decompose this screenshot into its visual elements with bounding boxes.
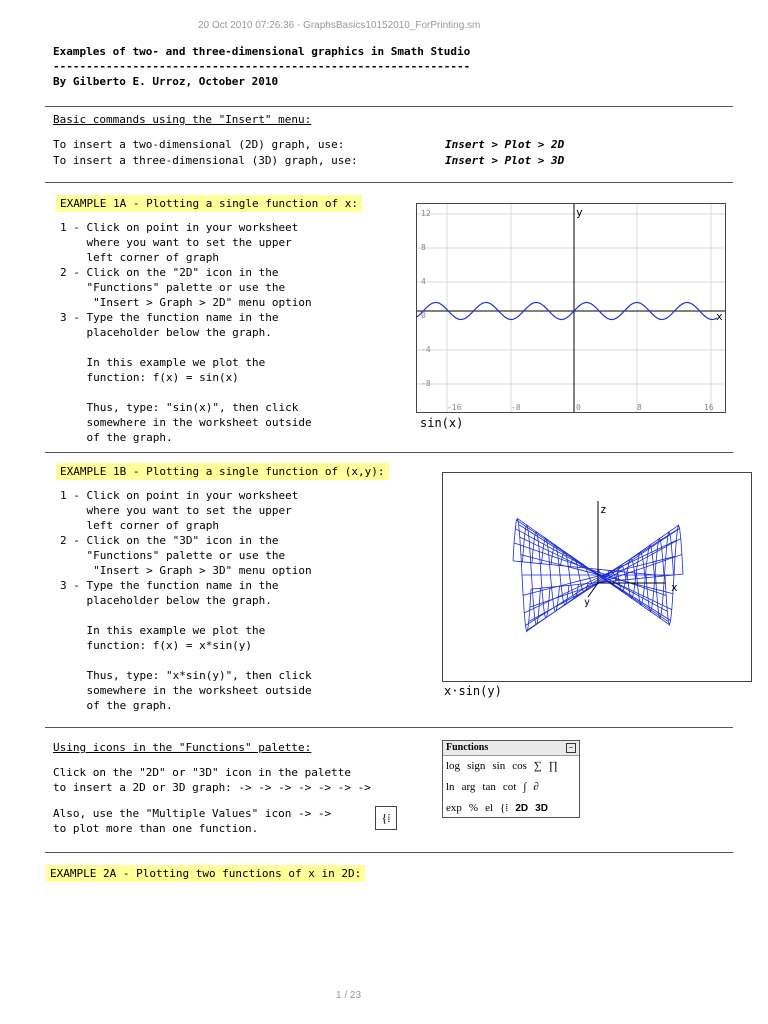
palette-btn-cot[interactable]: cot (502, 781, 517, 793)
x-tick: 8 (637, 403, 642, 412)
palette-btn-integral[interactable]: ∫ (523, 781, 527, 793)
ex1b-body: 1 - Click on point in your worksheet where you want to set the upper left corner of graph 2 - Click on the "3D" icon in the "Functions" palette or use the "Insert > Graph > 3D" menu option 3 - Type the function name in the placeholder below the graph. In this example we plot the function: f(x) = x*sin(y) Thus, type: "x*sin(y)", then click somewhere in the worksheet outside of the graph. (60, 489, 312, 712)
icons-heading: Using icons in the "Functions" palette: (53, 741, 312, 754)
palette-btn-tan[interactable]: tan (482, 781, 496, 793)
page-number: 1 / 23 (336, 990, 362, 1001)
palette-row (443, 777, 579, 798)
basic-line-3d: To insert a three-dimensional (3D) graph, use: (53, 154, 358, 167)
palette-btn-product[interactable]: ∏ (548, 760, 558, 772)
x-tick: 16 (704, 403, 714, 412)
y-axis-label-3d: y (584, 597, 591, 608)
graph-3d-svg (443, 473, 751, 681)
x-axis-label-3d: x (671, 581, 678, 594)
mesh-line (523, 556, 675, 595)
z-axis-label: z (600, 503, 607, 516)
palette-btn-log[interactable]: log (446, 760, 461, 772)
icons-body-2: Also, use the "Multiple Values" icon -> -> to plot more than one function. (53, 807, 332, 835)
mesh-line (530, 555, 682, 608)
collapse-icon[interactable]: − (566, 743, 576, 753)
y-tick: 4 (421, 277, 426, 286)
divider (45, 852, 733, 853)
palette-btn-el[interactable]: el (485, 802, 494, 814)
author-line: By Gilberto E. Urroz, October 2010 (53, 75, 279, 88)
x-tick: -8 (511, 403, 521, 412)
functions-palette (442, 740, 580, 818)
palette-row (443, 798, 579, 819)
grid (417, 204, 725, 412)
y-tick: 8 (421, 243, 426, 252)
basic-cmd-3d: Insert > Plot > 3D (445, 154, 565, 167)
divider (45, 182, 733, 183)
y-tick: 0 (421, 311, 426, 320)
x-tick: -16 (447, 403, 462, 412)
basic-line-2d: To insert a two-dimensional (2D) graph, use: (53, 138, 345, 151)
x-tick: 0 (576, 403, 581, 412)
divider (45, 106, 733, 107)
y-tick: -4 (421, 345, 431, 354)
graph-2d-svg (417, 204, 725, 412)
y-axis-label: y (576, 206, 583, 219)
graph-3d-caption[interactable]: x·sin(y) (444, 684, 502, 698)
palette-row (443, 756, 579, 777)
palette-title (443, 741, 579, 756)
palette-btn-exp[interactable]: exp (446, 802, 462, 814)
x-axis-label: x (716, 310, 723, 323)
y-tick: 12 (421, 209, 431, 218)
ex2a-heading: EXAMPLE 2A - Plotting two functions of x in 2D: (46, 865, 365, 882)
title-rule: --------------------------------------------------------------- (53, 60, 471, 73)
palette-btn-2d[interactable]: 2D (515, 803, 529, 814)
palette-btn-sum[interactable]: ∑ (533, 760, 542, 772)
palette-btn-derivative[interactable]: ∂ (533, 781, 539, 793)
palette-btn-multiple-values[interactable]: {⁞ (500, 802, 509, 814)
palette-btn-sign[interactable]: sign (467, 760, 486, 772)
y-tick: -8 (421, 379, 431, 388)
divider (45, 727, 733, 728)
palette-btn-sin[interactable]: sin (492, 760, 506, 772)
ex1a-body: 1 - Click on point in your worksheet where you want to set the upper left corner of graph 2 - Click on the "2D" icon in the "Functions" palette or use the "Insert > Graph > 2D" menu option 3 - Type the function name in the placeholder below the graph. In this example we plot the function: f(x) = sin(x) Thus, type: "sin(x)", then click somewhere in the worksheet outside of the graph. (60, 221, 312, 444)
palette-title-label: Functions (446, 742, 489, 753)
icons-body-1: Click on the "2D" or "3D" icon in the palette to insert a 2D or 3D graph: -> -> -> -> -> -> -> (53, 766, 371, 794)
multiple-values-icon[interactable]: {⁞ (375, 806, 397, 830)
graph-2d[interactable] (416, 203, 726, 413)
ex1b-heading: EXAMPLE 1B - Plotting a single function of (x,y): (56, 463, 389, 480)
basic-cmd-2d: Insert > Plot > 2D (445, 138, 565, 151)
file-header: 20 Oct 2010 07:26:36 - GraphsBasics10152010_ForPrinting.sm (198, 20, 481, 31)
divider (45, 452, 733, 453)
basic-heading: Basic commands using the "Insert" menu: (53, 113, 312, 126)
graph-3d[interactable] (442, 472, 752, 682)
mesh-line (528, 528, 680, 630)
palette-btn-ln[interactable]: ln (446, 781, 455, 793)
palette-btn-arg[interactable]: arg (461, 781, 476, 793)
graph-2d-caption[interactable]: sin(x) (420, 416, 464, 430)
palette-btn-3d[interactable]: 3D (535, 803, 548, 814)
doc-title: Examples of two- and three-dimensional graphics in Smath Studio (53, 45, 471, 58)
palette-btn-cos[interactable]: cos (512, 760, 527, 772)
ex1a-heading: EXAMPLE 1A - Plotting a single function of x: (56, 195, 362, 212)
palette-btn-percent[interactable]: % (468, 802, 479, 814)
